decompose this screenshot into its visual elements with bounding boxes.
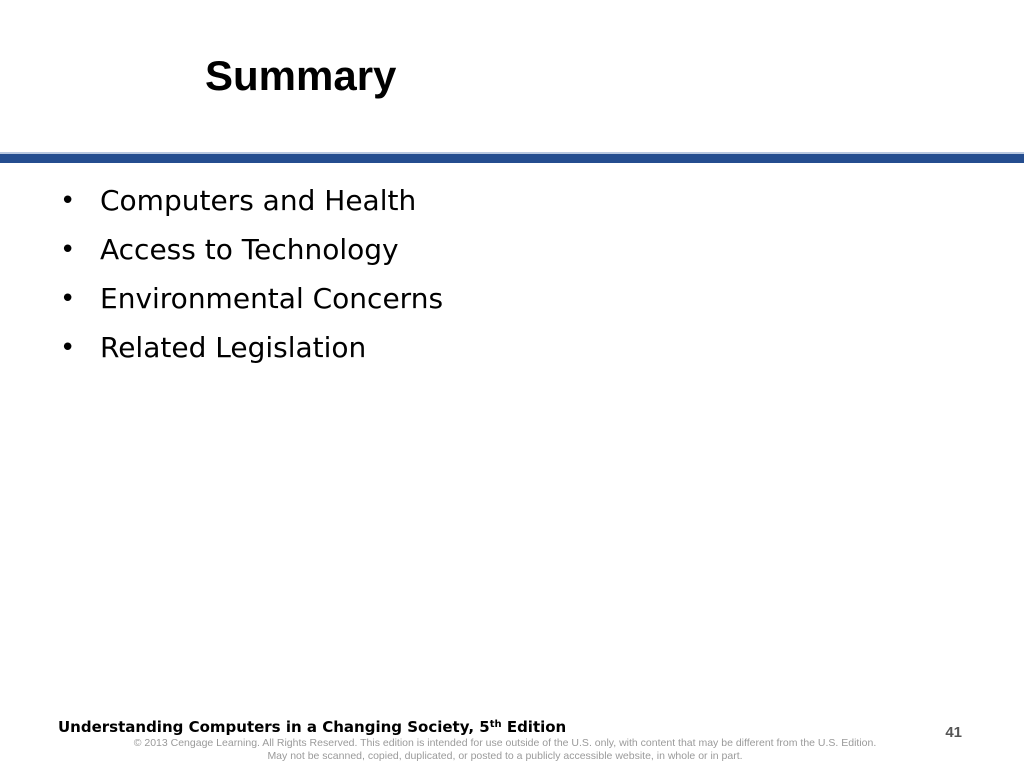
bullet-text: Related Legislation	[100, 331, 367, 364]
copyright-notice	[0, 737, 1010, 763]
slide-title: Summary	[205, 52, 397, 99]
bullet-text: Computers and Health	[100, 184, 417, 217]
bullet-icon: •	[60, 332, 76, 363]
footer-book-title-superscript: th	[489, 719, 502, 730]
footer-book-title	[58, 718, 566, 736]
bullet-item	[60, 225, 443, 274]
bullet-text: Environmental Concerns	[100, 282, 444, 315]
bullet-icon: •	[60, 234, 76, 265]
title-divider-bar	[0, 154, 1024, 163]
bullet-item	[60, 323, 443, 372]
bullet-text: Access to Technology	[100, 233, 399, 266]
copyright-line-2: May not be scanned, copied, duplicated, or posted to a publicly accessible website, in whole or in part.	[267, 750, 743, 762]
page-number: 41	[945, 724, 962, 741]
copyright-line-1: © 2013 Cengage Learning. All Rights Reserved. This edition is intended for use outside of the U.S. only, with content that may be different from the U.S. Edition.	[133, 737, 877, 749]
bullet-item	[60, 274, 443, 323]
bullet-item	[60, 176, 443, 225]
bullet-list	[60, 176, 443, 372]
footer-book-title-suffix: Edition	[501, 718, 567, 736]
footer-book-title-prefix: Understanding Computers in a Changing Society, 5	[58, 718, 490, 736]
bullet-icon: •	[60, 283, 76, 314]
bullet-icon: •	[60, 185, 76, 216]
